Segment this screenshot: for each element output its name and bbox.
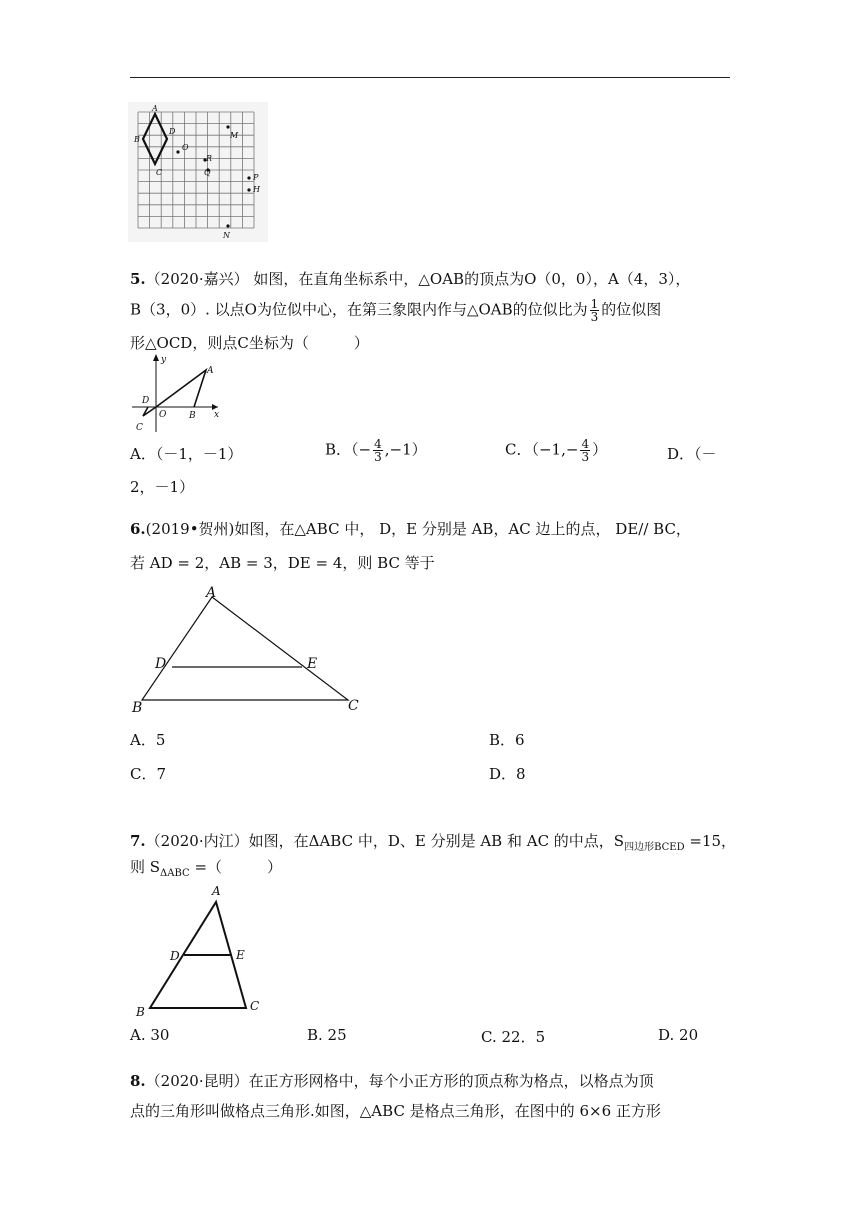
q7-label-C: C <box>250 999 260 1013</box>
q7-label-B: B <box>136 1005 145 1016</box>
q6-number: 6. <box>130 520 146 538</box>
q8-line2 <box>130 1100 661 1121</box>
q6-option-d[interactable]: D．8 <box>489 765 526 783</box>
q6-option-a[interactable]: A．5 <box>130 731 166 749</box>
q7-number: 7. <box>130 832 146 850</box>
q6-label-D: D <box>155 656 167 672</box>
label-A: A <box>152 104 158 113</box>
label-H: H <box>253 185 260 194</box>
q5-text-3: 形△OCD，则点C坐标为（ ） <box>130 334 369 352</box>
q7-line2: 则 $S_{\Delta ABC}$ =（ ） <box>130 858 283 879</box>
q5-option-b[interactable]: B．（− $\frac{4}{3}$ ,−1） <box>325 437 427 464</box>
q5-line3 <box>130 332 369 353</box>
header-rule <box>130 77 730 78</box>
q6-text-2: 若 AD = 2，AB = 3，DE = 4，则 BC 等于 <box>130 554 435 572</box>
q6-figure <box>130 582 370 718</box>
q5-label-B: B <box>189 411 196 421</box>
label-P: P <box>253 173 259 182</box>
label-D: D <box>169 127 176 136</box>
q8-number: 8. <box>130 1072 146 1090</box>
q6-option-b[interactable]: B．6 <box>489 731 525 749</box>
q6-line2 <box>130 552 435 573</box>
q8-text-2: 点的三角形叫做格点三角形.如图，△ABC 是格点三角形，在图中的 6×6 正方形 <box>130 1102 661 1120</box>
q5-line1 <box>130 268 690 289</box>
q4-grid-figure <box>128 102 268 242</box>
q7-label-A: A <box>212 884 221 898</box>
q5-label-x: x <box>214 410 220 420</box>
label-O: O <box>182 143 189 152</box>
q5-label-y: y <box>161 355 167 365</box>
label-Q: Q <box>204 168 211 177</box>
q5-text-2b: 的位似图 <box>601 300 662 319</box>
q5-option-d-cont: 2，－1） <box>130 478 195 496</box>
label-C: C <box>156 168 163 177</box>
q7-option-c[interactable]: C. 22．5 <box>481 1028 546 1046</box>
q8-line1 <box>130 1070 654 1091</box>
q5-label-C: C <box>136 423 143 433</box>
q7-line1: 7.（2020·内江）如图，在ΔABC 中，D、E 分别是 AB 和 AC 的中点，$S_{四边形BCED} =15$， <box>130 832 737 853</box>
q5-text-1: （2020·嘉兴） 如图，在直角坐标系中，△OAB的顶点为O（0，0），A（4，3）， <box>145 270 691 288</box>
q5-option-d[interactable]: D．（－ <box>667 445 717 463</box>
q5-ratio-fraction: $\frac{1}{3}$ <box>590 297 599 324</box>
label-B: B <box>134 135 140 144</box>
q6-text-1: (2019•贺州)如图，在△ABC 中， D，E 分别是 AB，AC 边上的点， DE// BC， <box>145 520 691 538</box>
q7-option-a[interactable]: A. 30 <box>130 1026 170 1044</box>
q5-option-c[interactable]: C．（−1,− $\frac{4}{3}$ ） <box>505 437 608 464</box>
q6-label-B: B <box>132 700 143 716</box>
q5-label-O: O <box>159 410 167 420</box>
q8-text-1: （2020·昆明）在正方形网格中，每个小正方形的顶点称为格点，以格点为顶 <box>145 1072 654 1090</box>
label-N: N <box>223 231 230 240</box>
q5-optb-fraction: $\frac{4}{3}$ <box>374 437 382 464</box>
label-R: R <box>206 154 213 163</box>
q7-label-E: E <box>236 948 245 962</box>
q6-label-A: A <box>206 585 217 601</box>
q5-text-2a: B（3，0）. 以点O为位似中心，在第三象限内作与△OAB的位似比为 <box>130 300 588 319</box>
q6-line1 <box>130 518 691 539</box>
label-M: M <box>230 131 239 140</box>
q6-option-c[interactable]: C．7 <box>130 765 167 783</box>
q5-label-D: D <box>142 396 150 406</box>
q7-label-D: D <box>170 949 180 963</box>
q5-label-A: A <box>207 366 214 376</box>
q5-optc-fraction: $\frac{4}{3}$ <box>581 437 590 464</box>
q7-figure <box>132 882 272 1016</box>
q5-line2 <box>130 298 661 323</box>
q6-label-E: E <box>307 656 318 672</box>
q6-label-C: C <box>348 698 359 714</box>
q5-figure <box>130 352 226 434</box>
q7-option-b[interactable]: B. 25 <box>307 1026 347 1044</box>
q5-number: 5. <box>130 270 146 288</box>
q5-option-a[interactable]: A．（－1，－1） <box>130 445 243 463</box>
q7-option-d[interactable]: D. 20 <box>658 1026 699 1044</box>
